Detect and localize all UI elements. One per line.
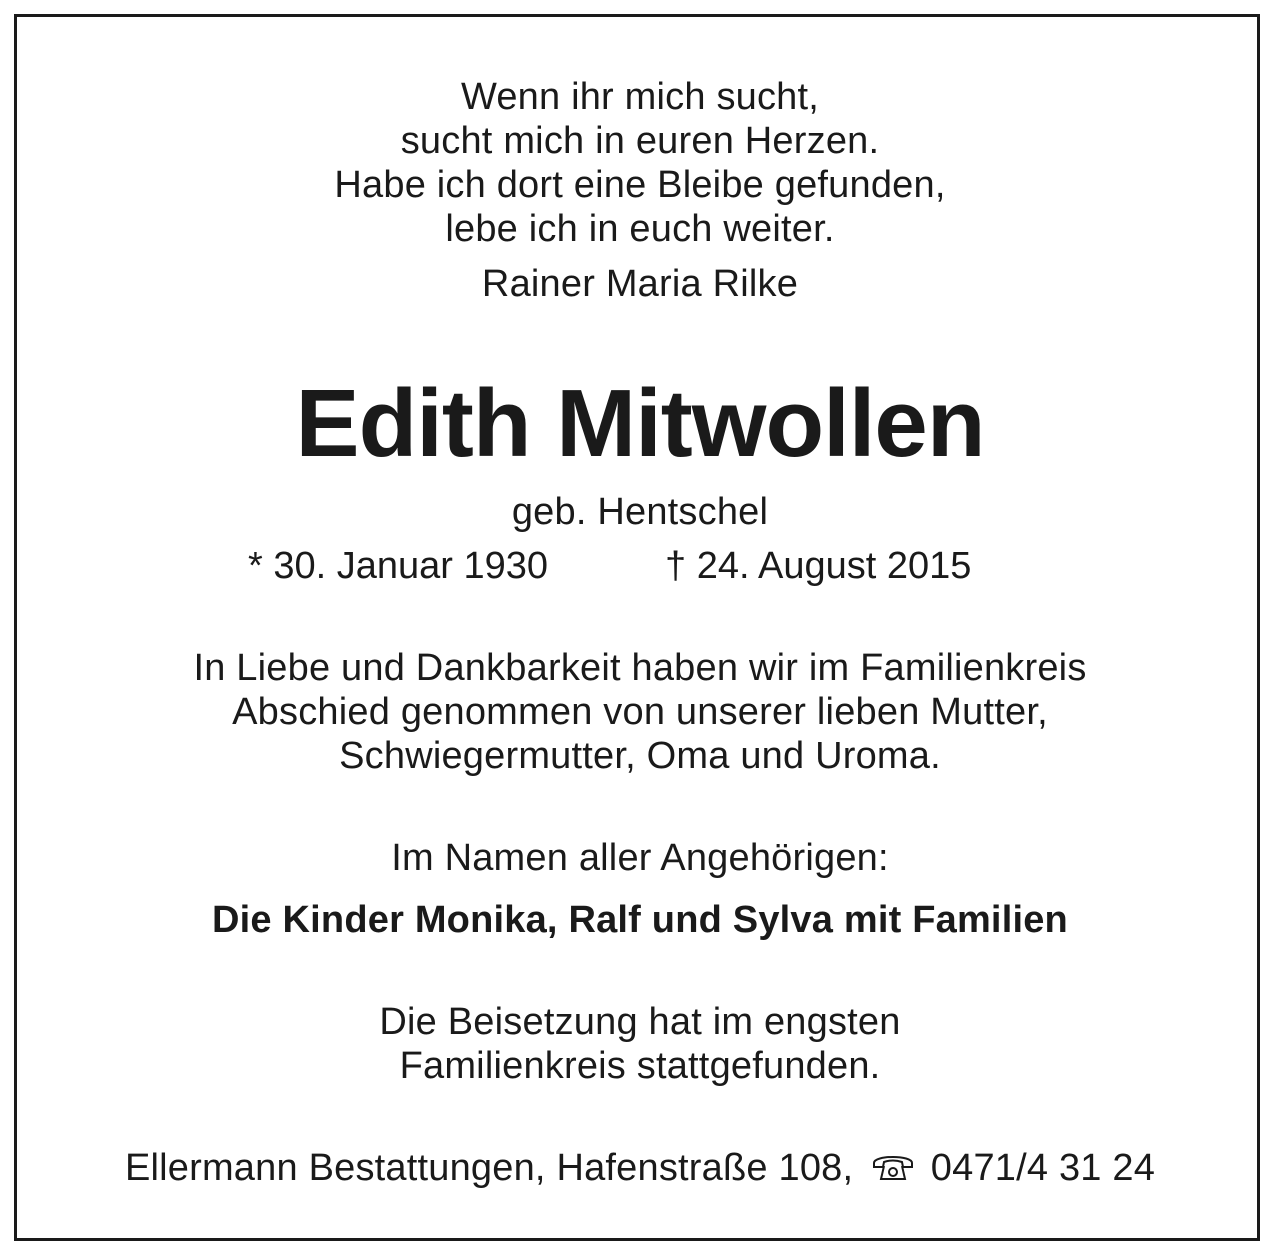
deceased-name: Edith Mitwollen [295,370,985,477]
funeral-home-phone: 0471/4 31 24 [930,1147,1156,1189]
maiden-name: geb. Hentschel [511,491,769,533]
poem-line-3: Habe ich dort eine Bleibe gefunden, [334,164,946,206]
telephone-icon [870,1150,916,1194]
message-line-2: Abschied genommen von unserer lieben Mutter, [232,691,1048,733]
funeral-home-address: Ellermann Bestattungen, Hafenstraße 108, [124,1147,854,1189]
relatives-names: Die Kinder Monika, Ralf und Sylva mit Familien [212,899,1068,941]
funeral-home-line [14,1146,1266,1194]
message-line-1: In Liebe und Dankbarkeit haben wir im Familienkreis [193,647,1087,689]
poem-line-1: Wenn ihr mich sucht, [460,76,820,118]
relatives-intro: Im Namen aller Angehörigen: [391,837,889,879]
burial-line-2: Familienkreis stattgefunden. [399,1045,881,1087]
message-line-3: Schwiegermutter, Oma und Uroma. [339,735,941,777]
death-date: † 24. August 2015 [665,545,972,587]
birth-date: * 30. Januar 1930 [248,545,549,587]
poem-line-2: sucht mich in euren Herzen. [400,120,880,162]
poem-line-4: lebe ich in euch weiter. [445,208,835,250]
burial-line-1: Die Beisetzung hat im engsten [379,1001,901,1043]
poem-author: Rainer Maria Rilke [481,263,799,305]
